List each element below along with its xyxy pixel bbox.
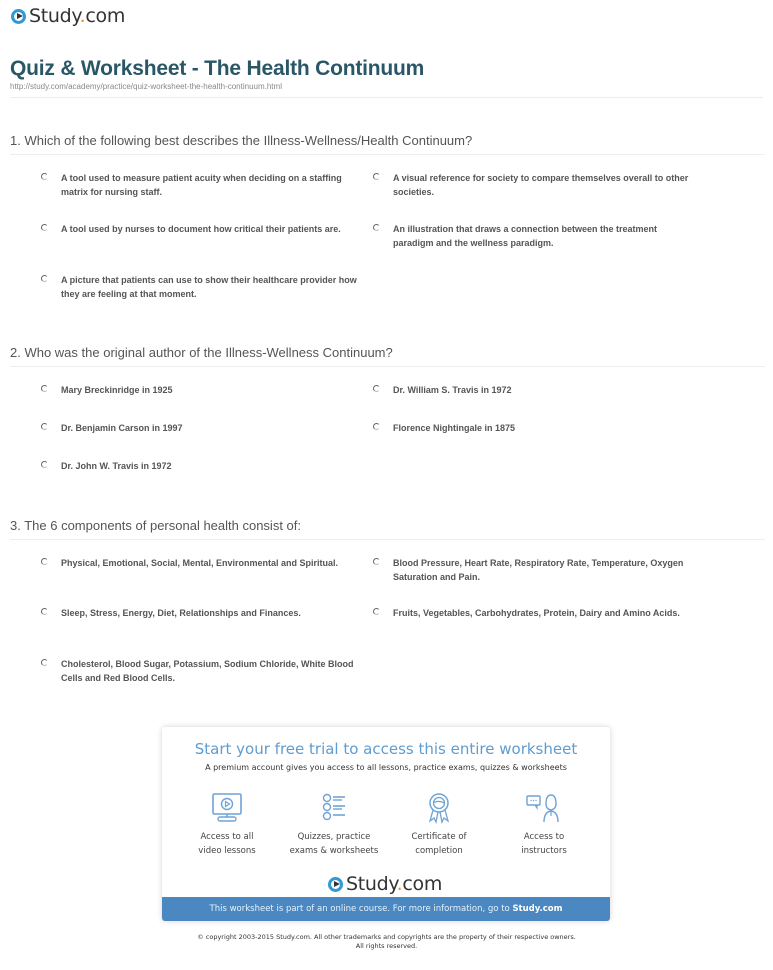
instructor-chat-icon <box>524 792 564 824</box>
question-3 <box>10 518 765 683</box>
feature-quizzes <box>279 792 389 858</box>
option-1a[interactable] <box>41 171 361 199</box>
radio-button-icon[interactable] <box>41 173 48 180</box>
question-text: 2. Who was the original author of the Illness-Wellness Continuum? <box>10 345 765 367</box>
study-logo[interactable] <box>328 873 442 895</box>
option-label: Dr. Benjamin Carson in 1997 <box>61 423 183 433</box>
question-text: 3. The 6 components of personal health consist of: <box>10 518 765 540</box>
option-label: Dr. John W. Travis in 1972 <box>61 461 172 471</box>
radio-button-icon[interactable] <box>41 558 48 565</box>
option-2d[interactable] <box>373 421 693 435</box>
page-title: Quiz & Worksheet - The Health Continuum <box>10 57 425 80</box>
option-1b[interactable] <box>373 171 693 199</box>
option-label: Physical, Emotional, Social, Mental, Environmental and Spiritual. <box>61 558 339 568</box>
option-label: Florence Nightingale in 1875 <box>393 423 516 433</box>
option-1e[interactable] <box>41 273 371 301</box>
radio-button-icon[interactable] <box>41 275 48 282</box>
feature-label: Certificate of completion <box>411 832 467 856</box>
option-3e[interactable] <box>41 657 361 685</box>
play-circle-icon <box>11 9 26 24</box>
option-label: An illustration that draws a connection between the treatment paradigm and the wellness paradigm. <box>393 224 658 248</box>
option-2c[interactable] <box>41 421 361 435</box>
free-trial-promo[interactable] <box>162 727 610 921</box>
radio-button-icon[interactable] <box>41 608 48 615</box>
option-label: Mary Breckinridge in 1925 <box>61 385 173 395</box>
promo-title[interactable]: Start your free trial to access this entire worksheet <box>194 740 578 758</box>
question-2 <box>10 345 765 471</box>
radio-button-icon[interactable] <box>373 173 380 180</box>
title-divider <box>10 97 763 98</box>
option-1d[interactable] <box>373 222 693 250</box>
study-logo[interactable] <box>11 5 125 27</box>
feature-label: Access to instructors <box>521 832 567 856</box>
feature-instructors <box>489 792 599 858</box>
study-link[interactable]: Study.com <box>512 904 563 914</box>
radio-button-icon[interactable] <box>41 461 48 468</box>
radio-button-icon[interactable] <box>373 558 380 565</box>
option-label: A visual reference for society to compare themselves overall to other societies. <box>393 173 689 197</box>
radio-button-icon[interactable] <box>41 385 48 392</box>
option-3c[interactable] <box>41 606 361 620</box>
radio-button-icon[interactable] <box>373 608 380 615</box>
option-3d[interactable] <box>373 606 693 620</box>
quiz-list-icon <box>317 792 351 824</box>
radio-button-icon[interactable] <box>41 423 48 430</box>
option-3b[interactable] <box>373 556 693 584</box>
online-course-banner[interactable]: This worksheet is part of an online course. For more information, go to Study.com <box>162 897 610 921</box>
option-2e[interactable] <box>41 459 361 473</box>
option-1c[interactable] <box>41 222 361 236</box>
question-1 <box>10 133 765 299</box>
logo-wordmark: Study.com <box>29 5 126 27</box>
option-label: A picture that patients can use to show their healthcare provider how they are feeling at that moment. <box>61 275 357 299</box>
radio-button-icon[interactable] <box>41 659 48 666</box>
option-label: Blood Pressure, Heart Rate, Respiratory Rate, Temperature, Oxygen Saturation and Pain. <box>393 558 684 582</box>
radio-button-icon[interactable] <box>373 224 380 231</box>
radio-button-icon[interactable] <box>373 385 380 392</box>
feature-certificate <box>384 792 494 858</box>
option-label: Sleep, Stress, Energy, Diet, Relationships and Finances. <box>61 608 301 618</box>
option-label: Cholesterol, Blood Sugar, Potassium, Sodium Chloride, White Blood Cells and Red Blood Cells. <box>61 659 354 683</box>
option-label: Fruits, Vegetables, Carbohydrates, Protein, Dairy and Amino Acids. <box>393 608 680 618</box>
option-2a[interactable] <box>41 383 361 397</box>
page-url[interactable]: http://study.com/academy/practice/quiz-worksheet-the-health-continuum.html <box>10 82 282 91</box>
question-text: 1. Which of the following best describes the Illness-Wellness/Health Continuum? <box>10 133 765 155</box>
feature-video-lessons <box>172 792 282 858</box>
option-2b[interactable] <box>373 383 693 397</box>
radio-button-icon[interactable] <box>373 423 380 430</box>
feature-label: Access to all video lessons <box>198 832 256 856</box>
promo-subtitle: A premium account gives you access to all lessons, practice exams, quizzes & worksheets <box>205 763 567 772</box>
copyright-notice: © copyright 2003-2015 Study.com. All other trademarks and copyrights are the property of their respective owners. All rights reserved. <box>197 933 576 950</box>
logo-wordmark: Study.com <box>346 873 443 895</box>
certificate-ribbon-icon <box>422 792 456 824</box>
option-label: A tool used by nurses to document how critical their patients are. <box>61 224 341 234</box>
option-label: A tool used to measure patient acuity when deciding on a staffing matrix for nursing staff. <box>61 173 342 197</box>
video-lesson-icon <box>210 792 244 824</box>
option-3a[interactable] <box>41 556 371 570</box>
radio-button-icon[interactable] <box>41 224 48 231</box>
option-label: Dr. William S. Travis in 1972 <box>393 385 512 395</box>
play-circle-icon <box>328 877 343 892</box>
feature-label: Quizzes, practice exams & worksheets <box>289 832 379 856</box>
